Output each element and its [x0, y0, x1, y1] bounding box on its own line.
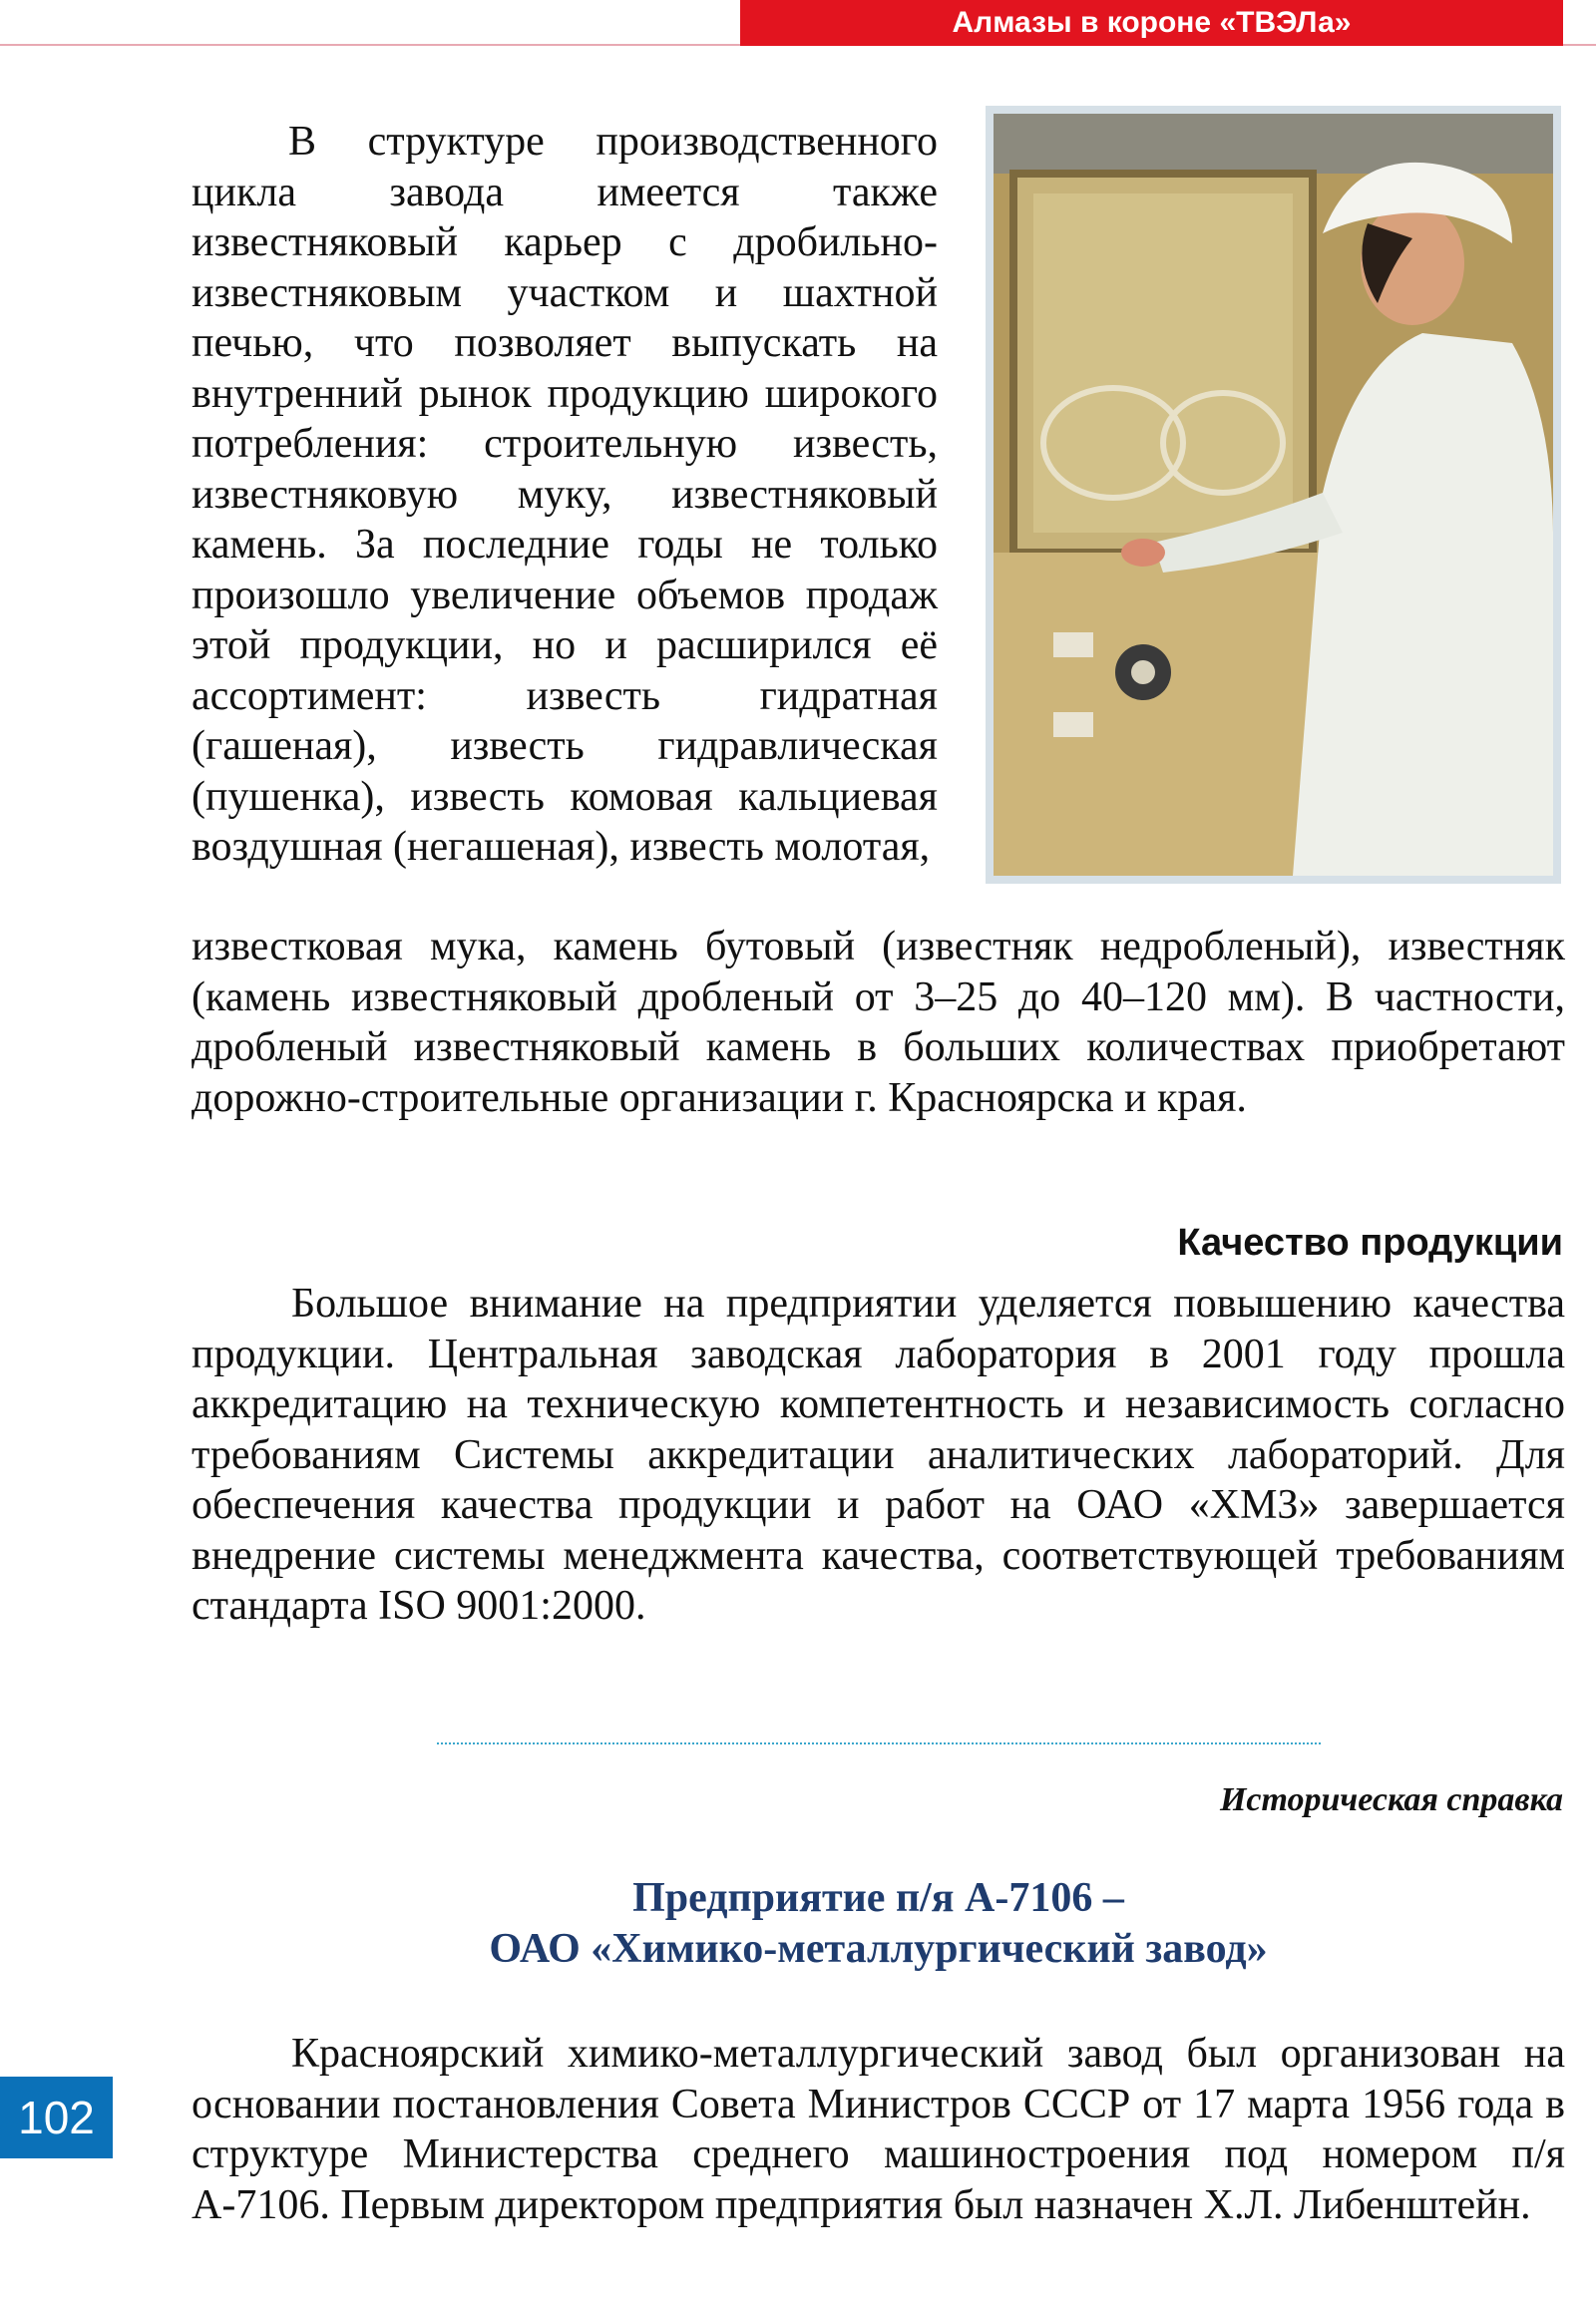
history-title-line1: Предприятие п/я А-7106 – [632, 1875, 1124, 1921]
history-title [192, 1873, 1565, 1975]
paragraph-limestone-top: В структуре производственного цикла завода имеется также известняковый карьер с дробильно-известняковым участком и шахтной печью, что позволяет выпускать на внутренний рынок продукцию широкого потребления: строительную известь, известняковую муку, известняковый камень. За последние годы не только произошло увеличение объемов продаж этой продукции, но и расширился её ассортимент: известь гидратная (гашеная), известь гидравлическая (пушенка), известь комовая кальциевая воздушная (негашеная), известь молотая, [192, 119, 938, 870]
page-number: 102 [0, 2077, 113, 2158]
paragraph-history: Красноярский химико-металлургический завод был организован на основании постановления Совета Министров СССР от 17 марта 1956 года в структуре Министерства среднего машиностроения под номером п/я А-7106. Первым директором предприятия был назначен Х.Л. Либенштейн. [192, 2031, 1565, 2228]
laboratory-photo [986, 106, 1561, 884]
running-header: Алмазы в короне «ТВЭЛа» [740, 0, 1563, 46]
quality-heading: Качество продукции [1177, 1222, 1563, 1264]
laboratory-photo-illustration [994, 114, 1553, 876]
paragraph-limestone-bottom: известковая мука, камень бутовый (известняк недробленый), известняк (камень известняковый дробленый от 3–25 до 40–120 мм). В частности, дробленый известняковый камень в больших количествах приобретают дорожно-строительные организации г. Красноярска и края. [192, 924, 1565, 1121]
section-divider [437, 1742, 1321, 1744]
history-label: Историческая справка [1219, 1781, 1563, 1818]
history-title-line2: ОАО «Химико-металлургический завод» [489, 1926, 1268, 1972]
paragraph-quality: Большое внимание на предприятии уделяется повышению качества продукции. Центральная заводская лаборатория в 2001 году прошла аккредитацию на техническую компетентность и независимость согласно требованиям Системы аккредитации аналитических лабораторий. Для обеспечения качества продукции и работ на ОАО «ХМЗ» завершается внедрение системы менеджмента качества, соответствующей требованиям стандарта ISO 9001:2000. [192, 1281, 1565, 1629]
